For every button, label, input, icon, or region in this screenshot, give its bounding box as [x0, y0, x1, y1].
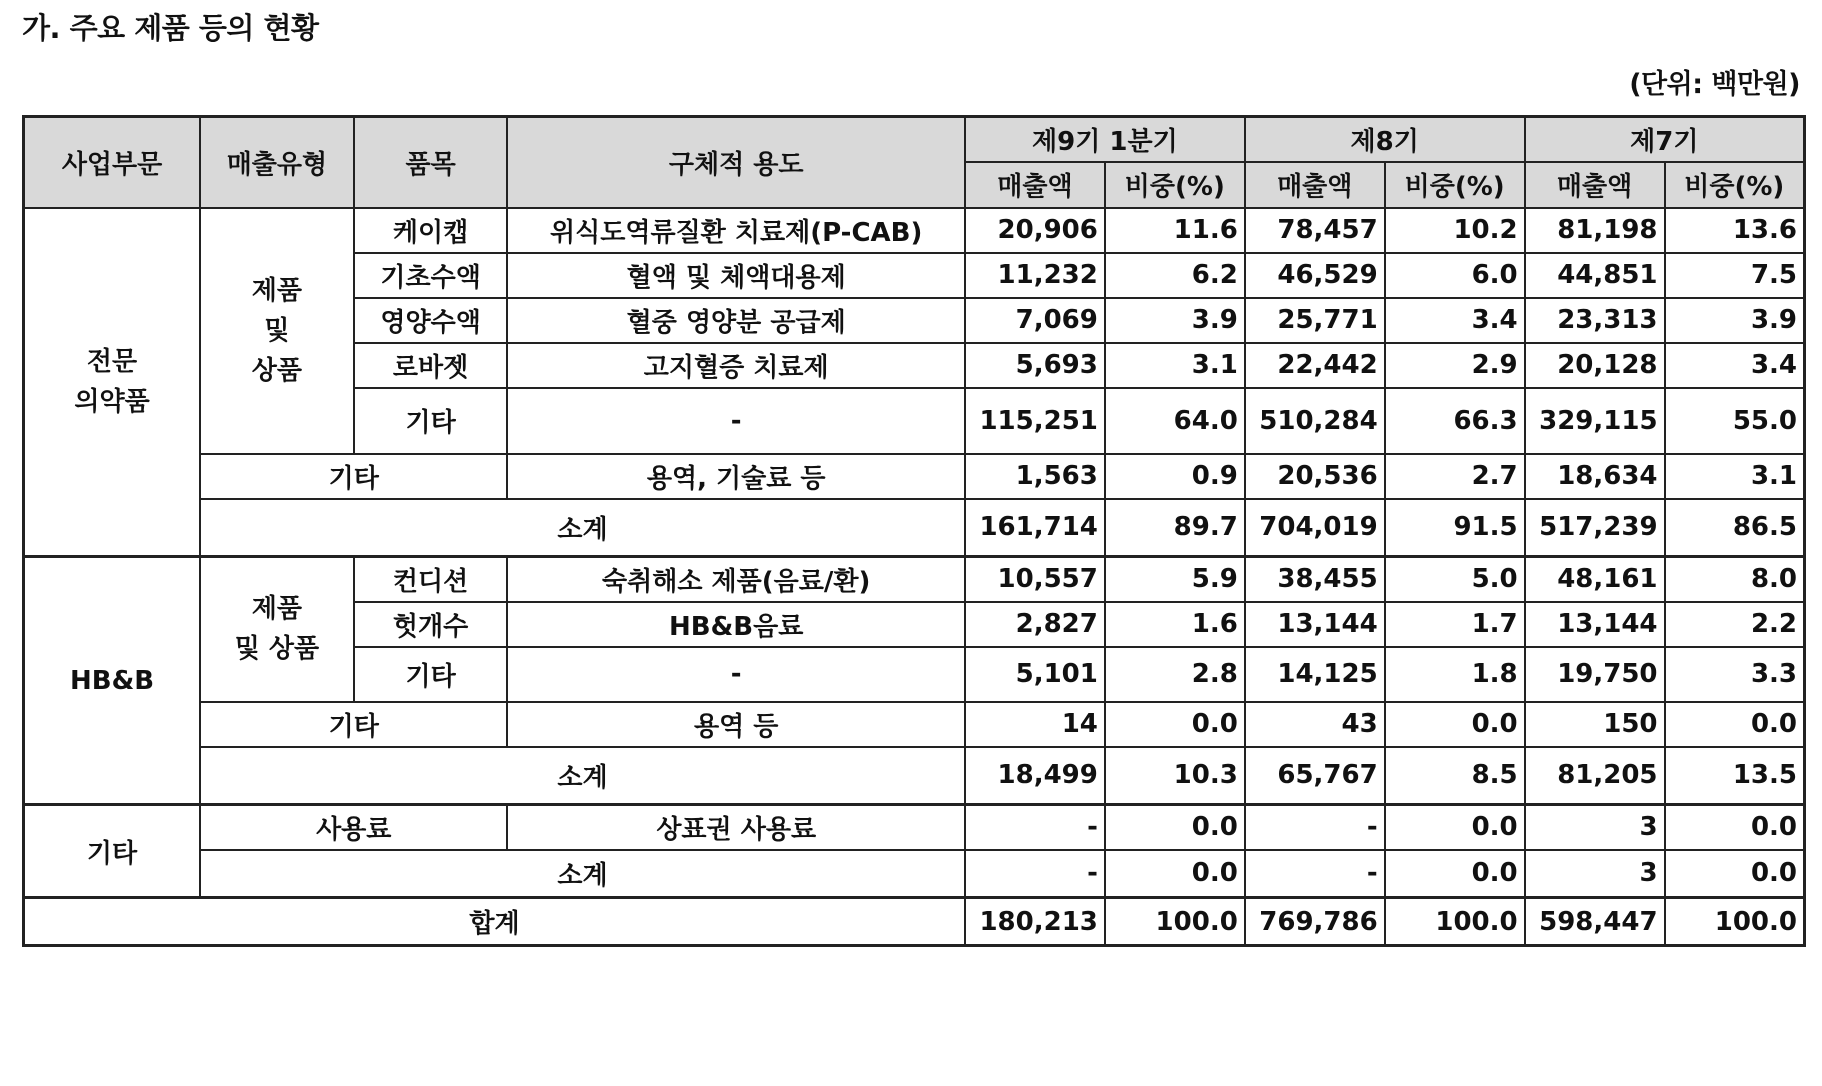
- value-cell: 3.1: [1665, 454, 1805, 499]
- value-cell: 3: [1525, 805, 1665, 850]
- value-cell: 0.0: [1105, 850, 1245, 898]
- usage-cell: 용역 등: [507, 702, 965, 747]
- value-cell: 7,069: [965, 298, 1105, 343]
- segment-rx-label: 전문 의약품: [74, 346, 150, 417]
- usage-cell: 용역, 기술료 등: [507, 454, 965, 499]
- value-cell: 0.0: [1665, 850, 1805, 898]
- value-cell: 18,499: [965, 747, 1105, 805]
- header-sales: 매출액: [1245, 162, 1385, 208]
- value-cell: -: [1245, 850, 1385, 898]
- value-cell: 517,239: [1525, 499, 1665, 557]
- value-cell: 150: [1525, 702, 1665, 747]
- value-cell: 0.0: [1385, 702, 1525, 747]
- value-cell: 329,115: [1525, 388, 1665, 454]
- subtotal-row: [24, 850, 1805, 898]
- value-cell: 19,750: [1525, 647, 1665, 702]
- value-cell: 23,313: [1525, 298, 1665, 343]
- value-cell: 13,144: [1525, 602, 1665, 647]
- value-cell: 10.2: [1385, 208, 1525, 253]
- subtotal-label: 소계: [200, 499, 965, 557]
- value-cell: 100.0: [1665, 898, 1805, 946]
- value-cell: 5.9: [1105, 557, 1245, 602]
- value-cell: 89.7: [1105, 499, 1245, 557]
- segment-rx: [24, 208, 201, 557]
- value-cell: 5.0: [1385, 557, 1525, 602]
- subtotal-label: 소계: [200, 850, 965, 898]
- value-cell: 20,128: [1525, 343, 1665, 388]
- value-cell: 7.5: [1665, 253, 1805, 298]
- value-cell: 510,284: [1245, 388, 1385, 454]
- item-cell: 컨디션: [354, 557, 508, 602]
- table-row: [24, 557, 1805, 602]
- value-cell: 43: [1245, 702, 1385, 747]
- value-cell: 66.3: [1385, 388, 1525, 454]
- value-cell: 2.7: [1385, 454, 1525, 499]
- table-row: [24, 454, 1805, 499]
- sales-type-hbb: [200, 557, 354, 702]
- sales-type-rx: [200, 208, 354, 454]
- item-cell: 기타: [354, 388, 508, 454]
- header-ratio: 비중(%): [1105, 162, 1245, 208]
- value-cell: 3: [1525, 850, 1665, 898]
- value-cell: 78,457: [1245, 208, 1385, 253]
- value-cell: 13,144: [1245, 602, 1385, 647]
- value-cell: 8.0: [1665, 557, 1805, 602]
- header-period-8: 제8기: [1245, 117, 1525, 162]
- value-cell: 5,693: [965, 343, 1105, 388]
- value-cell: 6.2: [1105, 253, 1245, 298]
- subtotal-row: [24, 747, 1805, 805]
- value-cell: 3.4: [1385, 298, 1525, 343]
- value-cell: 0.0: [1105, 702, 1245, 747]
- unit-label: (단위: 백만원): [1629, 69, 1800, 100]
- usage-cell: -: [507, 647, 965, 702]
- value-cell: 3.9: [1105, 298, 1245, 343]
- item-cell: 기초수액: [354, 253, 508, 298]
- value-cell: 11.6: [1105, 208, 1245, 253]
- value-cell: 14: [965, 702, 1105, 747]
- value-cell: 0.0: [1385, 850, 1525, 898]
- value-cell: 0.0: [1105, 805, 1245, 850]
- page-title: 가. 주요 제품 등의 현황: [22, 11, 319, 45]
- usage-cell: 혈중 영양분 공급제: [507, 298, 965, 343]
- header-sales-type: 매출유형: [200, 117, 354, 208]
- value-cell: 769,786: [1245, 898, 1385, 946]
- value-cell: -: [1245, 805, 1385, 850]
- value-cell: 8.5: [1385, 747, 1525, 805]
- value-cell: 55.0: [1665, 388, 1805, 454]
- subtotal-label: 소계: [200, 747, 965, 805]
- item-cell: 영양수액: [354, 298, 508, 343]
- subtotal-row: [24, 499, 1805, 557]
- value-cell: 704,019: [1245, 499, 1385, 557]
- item-cell: 로바젯: [354, 343, 508, 388]
- value-cell: 0.0: [1665, 805, 1805, 850]
- segment-other: 기타: [24, 805, 201, 898]
- value-cell: 2.9: [1385, 343, 1525, 388]
- table-row: [24, 702, 1805, 747]
- sales-type-other: 기타: [200, 702, 507, 747]
- value-cell: 91.5: [1385, 499, 1525, 557]
- usage-cell: 혈액 및 체액대용제: [507, 253, 965, 298]
- value-cell: 44,851: [1525, 253, 1665, 298]
- usage-cell: 상표권 사용료: [507, 805, 965, 850]
- header-usage: 구체적 용도: [507, 117, 965, 208]
- value-cell: 3.3: [1665, 647, 1805, 702]
- value-cell: 3.4: [1665, 343, 1805, 388]
- value-cell: 18,634: [1525, 454, 1665, 499]
- value-cell: 48,161: [1525, 557, 1665, 602]
- value-cell: 10.3: [1105, 747, 1245, 805]
- sales-type-rx-label: 제품 및 상품: [251, 275, 303, 386]
- header-ratio: 비중(%): [1385, 162, 1525, 208]
- value-cell: -: [965, 850, 1105, 898]
- header-item: 품목: [354, 117, 508, 208]
- value-cell: 86.5: [1665, 499, 1805, 557]
- header-period-9q1: 제9기 1분기: [965, 117, 1245, 162]
- header-segment: 사업부문: [24, 117, 201, 208]
- value-cell: 3.9: [1665, 298, 1805, 343]
- item-cell: 케이캡: [354, 208, 508, 253]
- table-row: [24, 805, 1805, 850]
- value-cell: 161,714: [965, 499, 1105, 557]
- value-cell: 81,198: [1525, 208, 1665, 253]
- value-cell: 13.5: [1665, 747, 1805, 805]
- value-cell: 2.8: [1105, 647, 1245, 702]
- header-sales: 매출액: [965, 162, 1105, 208]
- value-cell: 81,205: [1525, 747, 1665, 805]
- value-cell: 13.6: [1665, 208, 1805, 253]
- value-cell: 20,906: [965, 208, 1105, 253]
- value-cell: 11,232: [965, 253, 1105, 298]
- value-cell: 46,529: [1245, 253, 1385, 298]
- value-cell: 65,767: [1245, 747, 1385, 805]
- value-cell: 14,125: [1245, 647, 1385, 702]
- header-period-7: 제7기: [1525, 117, 1805, 162]
- value-cell: 1.6: [1105, 602, 1245, 647]
- value-cell: 0.0: [1665, 702, 1805, 747]
- segment-hbb: HB&B: [24, 557, 201, 805]
- total-label: 합계: [24, 898, 965, 946]
- usage-cell: 고지혈증 치료제: [507, 343, 965, 388]
- value-cell: 5,101: [965, 647, 1105, 702]
- value-cell: 20,536: [1245, 454, 1385, 499]
- sales-type-other: 기타: [200, 454, 507, 499]
- value-cell: 64.0: [1105, 388, 1245, 454]
- value-cell: 115,251: [965, 388, 1105, 454]
- value-cell: 6.0: [1385, 253, 1525, 298]
- header-sales: 매출액: [1525, 162, 1665, 208]
- value-cell: 180,213: [965, 898, 1105, 946]
- value-cell: 598,447: [1525, 898, 1665, 946]
- value-cell: 1,563: [965, 454, 1105, 499]
- value-cell: 0.0: [1385, 805, 1525, 850]
- value-cell: 100.0: [1385, 898, 1525, 946]
- value-cell: 25,771: [1245, 298, 1385, 343]
- value-cell: 1.8: [1385, 647, 1525, 702]
- usage-cell: HB&B음료: [507, 602, 965, 647]
- value-cell: 0.9: [1105, 454, 1245, 499]
- value-cell: 2.2: [1665, 602, 1805, 647]
- product-sales-table: [22, 115, 1806, 947]
- usage-cell: -: [507, 388, 965, 454]
- item-cell: 기타: [354, 647, 508, 702]
- value-cell: 10,557: [965, 557, 1105, 602]
- usage-cell: 위식도역류질환 치료제(P-CAB): [507, 208, 965, 253]
- usage-cell: 숙취해소 제품(음료/환): [507, 557, 965, 602]
- value-cell: 2,827: [965, 602, 1105, 647]
- sales-type-royalty: 사용료: [200, 805, 507, 850]
- value-cell: 38,455: [1245, 557, 1385, 602]
- header-ratio: 비중(%): [1665, 162, 1805, 208]
- value-cell: 1.7: [1385, 602, 1525, 647]
- value-cell: 3.1: [1105, 343, 1245, 388]
- value-cell: 22,442: [1245, 343, 1385, 388]
- value-cell: -: [965, 805, 1105, 850]
- item-cell: 헛개수: [354, 602, 508, 647]
- value-cell: 100.0: [1105, 898, 1245, 946]
- table-row: [24, 208, 1805, 253]
- sales-type-hbb-label: 제품 및 상품: [234, 594, 320, 665]
- total-row: [24, 898, 1805, 946]
